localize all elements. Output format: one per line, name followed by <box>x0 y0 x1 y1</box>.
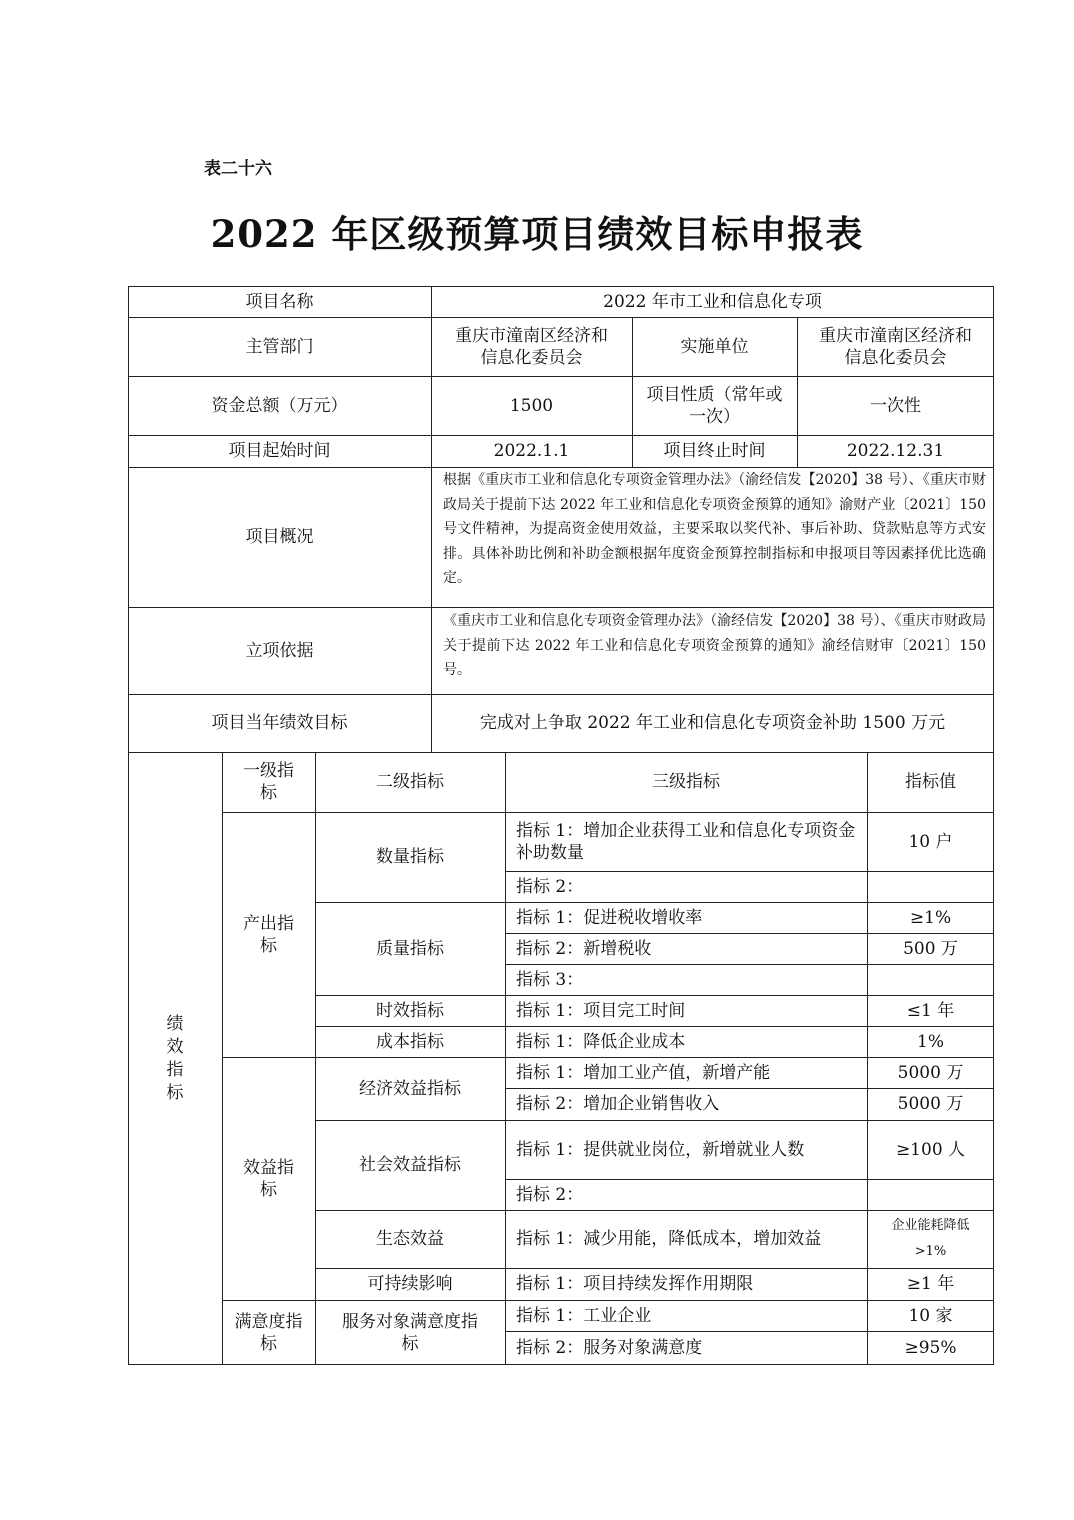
indicator-value: ≥1 年 <box>906 1274 955 1294</box>
indicator-row: 指标 1：减少用能，降低成本，增加效益 <box>516 1229 822 1249</box>
indicator-row: 指标 1：项目持续发挥作用期限 <box>516 1274 754 1294</box>
fund-label: 资金总额（万元） <box>211 395 348 416</box>
level2-cost: 成本指标 <box>376 1031 444 1052</box>
page-title: 2022 年区级预算项目绩效目标申报表 <box>210 212 864 256</box>
indicator-row: 指标 1：工业企业 <box>516 1305 652 1326</box>
header-level3: 三级指标 <box>652 772 720 792</box>
header-level2: 二级指标 <box>376 772 444 792</box>
impl-unit-label: 实施单位 <box>680 336 749 357</box>
indicator-row: 指标 1：增加工业产值，新增产能 <box>516 1062 771 1083</box>
end-label: 项目终止时间 <box>663 441 766 461</box>
basis-label: 立项依据 <box>245 640 314 661</box>
dept-value: 重庆市潼南区经济和信息化委员会 <box>455 325 608 368</box>
level2-ecological: 生态效益 <box>376 1229 444 1249</box>
project-name-value: 2022 年市工业和信息化专项 <box>603 291 822 312</box>
goal-label: 项目当年绩效目标 <box>211 713 348 733</box>
level2-social: 社会效益指标 <box>359 1155 461 1175</box>
indicator-value <box>867 964 994 995</box>
header-level1: 一级指标 <box>243 761 294 803</box>
indicator-value: 5000 万 <box>897 1094 964 1114</box>
nature-value: 一次性 <box>870 395 921 416</box>
level2-sustainable: 可持续影响 <box>367 1274 453 1294</box>
indicator-value: ≥95% <box>904 1338 957 1358</box>
indicator-value: 5000 万 <box>897 1062 964 1083</box>
indicator-row: 指标 1：增加企业获得工业和信息化专项资金补助数量 <box>516 820 856 863</box>
indicator-row: 指标 1：提供就业岗位，新增就业人数 <box>516 1139 805 1160</box>
indicator-value: 10 家 <box>908 1305 953 1326</box>
level2-quantity: 数量指标 <box>376 847 444 867</box>
nature-label: 项目性质（常年或一次） <box>646 384 783 427</box>
indicator-row: 指标 2： <box>516 876 584 897</box>
indicator-value: ≥100 人 <box>895 1139 966 1160</box>
level2-quality: 质量指标 <box>376 938 444 959</box>
indicator-row: 指标 1：项目完工时间 <box>516 1000 686 1021</box>
impl-unit-value: 重庆市潼南区经济和信息化委员会 <box>819 325 972 368</box>
overview-text: 根据《重庆市工业和信息化专项资金管理办法》（渝经信发【2020】38 号）、《重庆市财政局关于提前下达 2022 年工业和信息化专项资金预算的通知》渝财产业〔2021〕150 号文件精神，为提高资金使用效益，主要采取以奖代补、事后补助、贷款贴息等方式安排。具体补助比例和补助金额根据年度资金预算控制指标和申报项目等因素择优比选确定。 <box>443 472 986 586</box>
start-label: 项目起始时间 <box>228 441 331 461</box>
doc-label: 表二十六 <box>204 159 272 179</box>
indicator-value <box>867 871 994 902</box>
indicator-row: 指标 3： <box>516 969 584 990</box>
indicator-value: 10 户 <box>908 831 953 852</box>
header-value: 指标值 <box>905 772 956 792</box>
indicator-row: 指标 2：增加企业销售收入 <box>516 1094 720 1114</box>
perf-side-label: 绩 效 指 标 <box>166 1013 184 1103</box>
group-benefit: 效益指标 <box>243 1157 294 1200</box>
level2-service: 服务对象满意度指标 <box>342 1311 478 1354</box>
indicator-value: 企业能耗降低>1% <box>891 1218 970 1259</box>
indicator-row: 指标 1：促进税收增收率 <box>516 907 703 928</box>
indicator-value: ≤1 年 <box>906 1000 955 1021</box>
indicator-row: 指标 2：新增税收 <box>516 938 652 959</box>
level2-timeliness: 时效指标 <box>376 1000 444 1021</box>
level2-economic: 经济效益指标 <box>359 1078 461 1099</box>
indicator-value: 500 万 <box>903 938 958 959</box>
indicator-row: 指标 2：服务对象满意度 <box>516 1338 703 1358</box>
fund-value: 1500 <box>509 395 554 416</box>
overview-label: 项目概况 <box>245 527 314 547</box>
basis-text: 《重庆市工业和信息化专项资金管理办法》（渝经信发【2020】38 号）、《重庆市财政局关于提前下达 2022 年工业和信息化专项资金预算的通知》渝经信财审〔2021〕150 号。 <box>443 613 986 678</box>
indicator-row: 指标 2： <box>516 1184 584 1205</box>
end-value: 2022.12.31 <box>846 441 945 461</box>
start-value: 2022.1.1 <box>493 441 570 461</box>
indicator-value: ≥1% <box>909 907 952 928</box>
indicator-value: 1% <box>917 1031 944 1052</box>
group-satisfaction: 满意度指标 <box>234 1311 303 1354</box>
goal-value: 完成对上争取 2022 年工业和信息化专项资金补助 1500 万元 <box>479 713 946 733</box>
project-name-label: 项目名称 <box>245 291 314 312</box>
indicator-value <box>867 1179 994 1210</box>
dept-label: 主管部门 <box>245 336 314 357</box>
group-output: 产出指标 <box>243 913 294 956</box>
indicator-row: 指标 1：降低企业成本 <box>516 1031 686 1052</box>
